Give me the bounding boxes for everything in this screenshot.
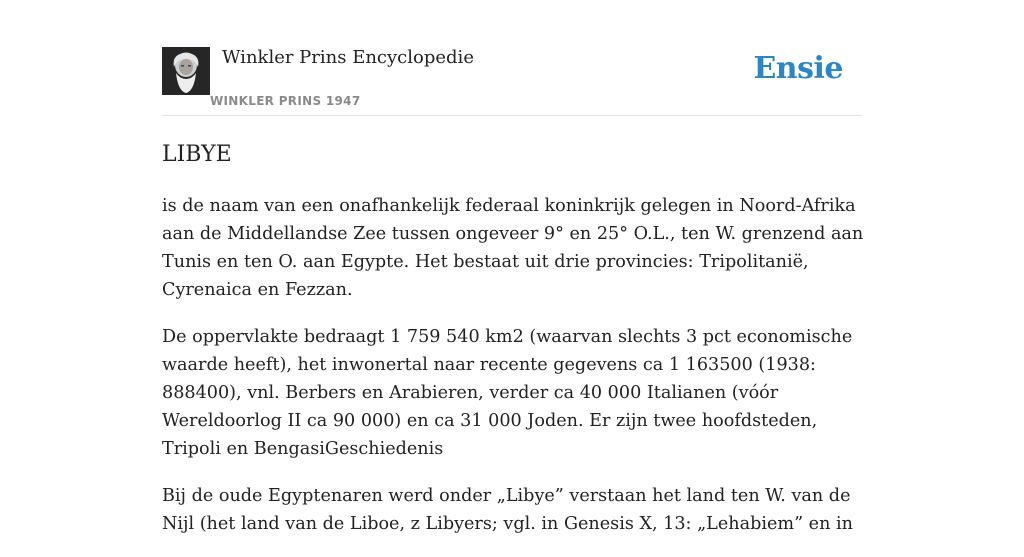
header-divider [162,115,862,116]
article-title: LIBYE [162,142,232,167]
source-label: WINKLER PRINS 1947 [210,94,361,108]
article-paragraph: Bij de oude Egyptenaren werd onder „Libye” verstaan het land ten W. van de Nijl (het land van de Liboe, z Libyers; vgl. in Genesis X, 13: „Lehabiem” en in [162,486,853,534]
article-body [162,192,864,557]
site-title[interactable]: Winkler Prins Encyclopedie [222,47,474,68]
article-paragraph: is de naam van een onafhankelijk federaal koninkrijk gelegen in Noord-Afrika aan de Middellandse Zee tussen ongeveer 9° en 25° O.L., ten W. grenzend aan Tunis en ten O. aan Egypte. Het bestaat uit drie provincies: Tripolitanië, Cyrenaica en Fezzan. [162,196,864,300]
article-paragraph: De oppervlakte bedraagt 1 759 540 km2 (waarvan slechts 3 pct economische waarde heeft), het inwonertal naar recente gegevens ca 1 163500 (1938: 888400), vnl. Berbers en Arabieren, verder ca 40 000 Italianen (vóór Wereldoorlog II ca 90 000) en ca 31 000 Joden. Er zijn twee hoofdsteden, Tripoli en BengasiGeschiedenis [162,327,853,459]
portrait-icon [162,47,210,95]
portrait-avatar[interactable] [162,47,210,95]
ensie-logo[interactable]: Ensie [753,51,843,86]
